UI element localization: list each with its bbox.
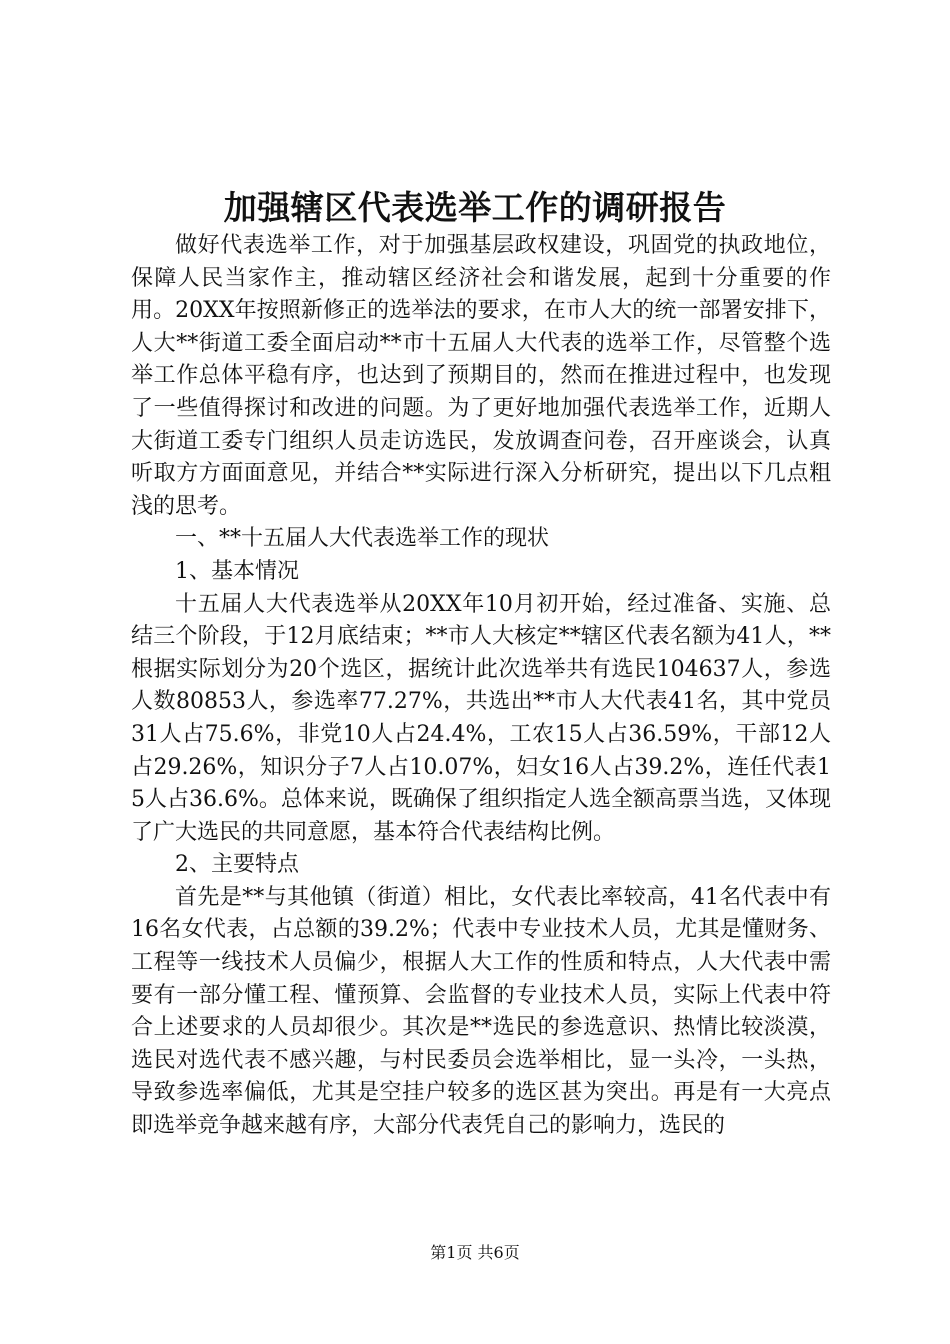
document-body	[131, 230, 831, 1143]
section-heading-status: 一、**十五届人大代表选举工作的现状	[175, 526, 550, 552]
page-footer: 第1页 共6页	[430, 1243, 520, 1262]
subsection-heading-basic: 1、基本情况	[175, 558, 299, 584]
paragraph-intro: 做好代表选举工作，对于加强基层政权建设，巩固党的执政地位，保障人民当家作主，推动辖区经济社会和谐发展，起到十分重要的作用。20XX年按照新修正的选举法的要求，在市人大的统一部署安排下，人大**街道工委全面启动**市十五届人大代表的选举工作，尽管整个选举工作总体平稳有序，也达到了预期目的，然而在推进过程中，也发现了一些值得探讨和改进的问题。为了更好地加强代表选举工作，近期人大街道工委专门组织人员走访选民，发放调查问卷，召开座谈会，认真听取方方面面意见，并结合**实际进行深入分析研究，提出以下几点粗浅的思考。	[131, 233, 831, 519]
paragraph-basic-situation: 十五届人大代表选举从20XX年10月初开始，经过准备、实施、总结三个阶段，于12月底结束；**市人大核定**辖区代表名额为41人，**根据实际划分为20个选区，据统计此次选举共有选民104637人，参选人数80853人，参选率77.27%，共选出**市人大代表41名，其中党员31人占75.6%，非党10人占24.4%，工农15人占36.59%，干部12人占29.26%，知识分子7人占10.07%，妇女16人占39.2%，连任代表15人占36.6%。总体来说，既确保了组织指定人选全额高票当选，又体现了广大选民的共同意愿，基本符合代表结构比例。	[131, 591, 831, 845]
subsection-heading-features: 2、主要特点	[175, 852, 299, 878]
document-title: 加强辖区代表选举工作的调研报告	[223, 188, 727, 227]
paragraph-main-features: 首先是**与其他镇（街道）相比，女代表比率较高，41名代表中有16名女代表，占总额的39.2%；代表中专业技术人员，尤其是懂财务、工程等一线技术人员偏少，根据人大工作的性质和特点，人大代表中需要有一部分懂工程、懂预算、会监督的专业技术人员，实际上代表中符合上述要求的人员却很少。其次是**选民的参选意识、热情比较淡漠，选民对选代表不感兴趣，与村民委员会选举相比，显一头冷，一头热，导致参选率偏低，尤其是空挂户较多的选区甚为突出。再是有一大亮点即选举竞争越来越有序，大部分代表凭自己的影响力，选民的	[131, 884, 831, 1139]
